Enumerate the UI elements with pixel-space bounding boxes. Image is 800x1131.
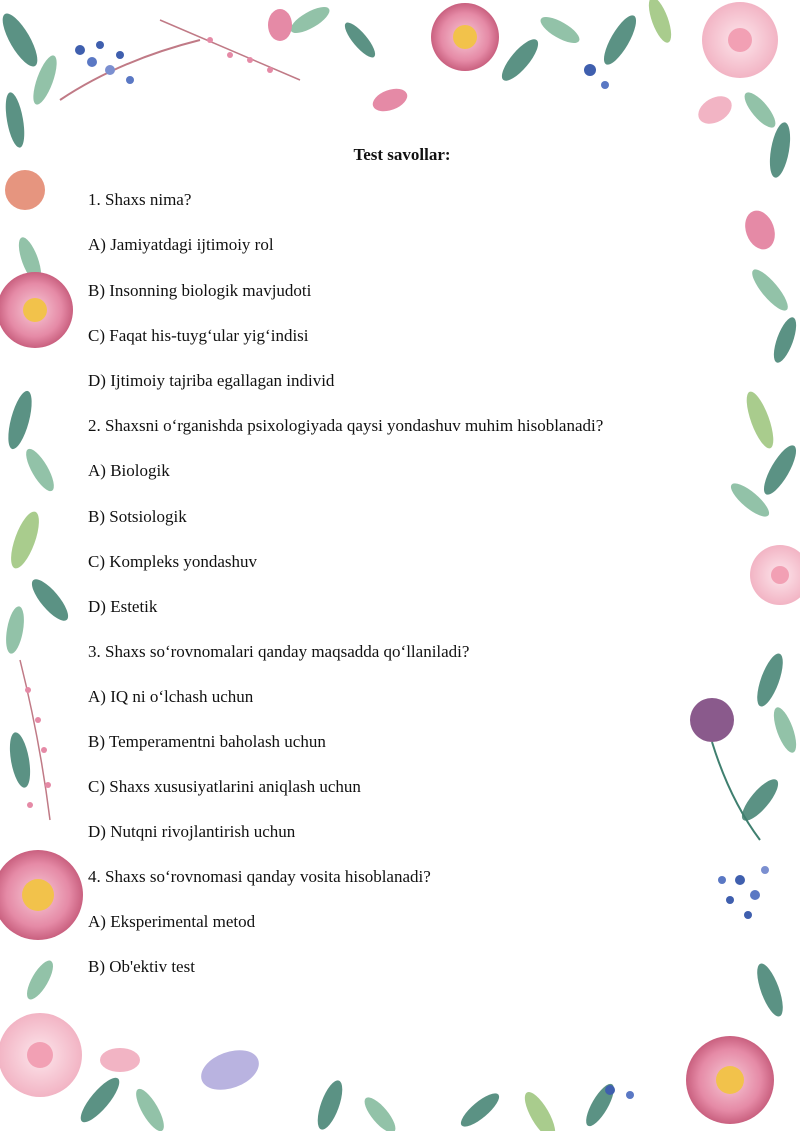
option-3b: B) Temperamentni baholash uchun — [88, 732, 326, 751]
option-1c: C) Faqat his-tuyg‘ular yig‘indisi — [88, 326, 309, 345]
option-2b: B) Sotsiologik — [88, 507, 187, 526]
question-1: 1. Shaxs nima? — [88, 190, 192, 209]
option-4a: A) Eksperimental metod — [88, 912, 256, 931]
option-1a: A) Jamiyatdagi ijtimoiy rol — [88, 235, 274, 254]
bottom-flowers — [0, 1013, 774, 1124]
option-2a: A) Biologik — [88, 461, 170, 480]
option-2c: C) Kompleks yondashuv — [88, 552, 258, 571]
option-4b: B) Ob'ektiv test — [88, 957, 195, 976]
question-4: 4. Shaxs so‘rovnomasi qanday vosita hisoblanadi? — [88, 867, 431, 886]
option-3d: D) Nutqni rivojlantirish uchun — [88, 822, 296, 841]
right-leaves — [726, 265, 800, 1019]
bottom-leaves — [75, 1073, 619, 1131]
question-2: 2. Shaxsni o‘rganishda psixologiyada qaysi yondashuv muhim hisoblanadi? — [88, 416, 604, 435]
left-berries — [20, 660, 51, 820]
option-1b: B) Insonning biologik mavjudoti — [88, 281, 312, 300]
option-2d: D) Estetik — [88, 597, 158, 616]
option-3a: A) IQ ni o‘lchash uchun — [88, 687, 254, 706]
question-3: 3. Shaxs so‘rovnomalari qanday maqsadda qo‘llaniladi? — [88, 642, 470, 661]
option-3c: C) Shaxs xususiyatlarini aniqlash uchun — [88, 777, 361, 796]
option-1d: D) Ijtimoiy tajriba egallagan individ — [88, 371, 335, 390]
page-title: Test savollar: — [353, 145, 451, 164]
